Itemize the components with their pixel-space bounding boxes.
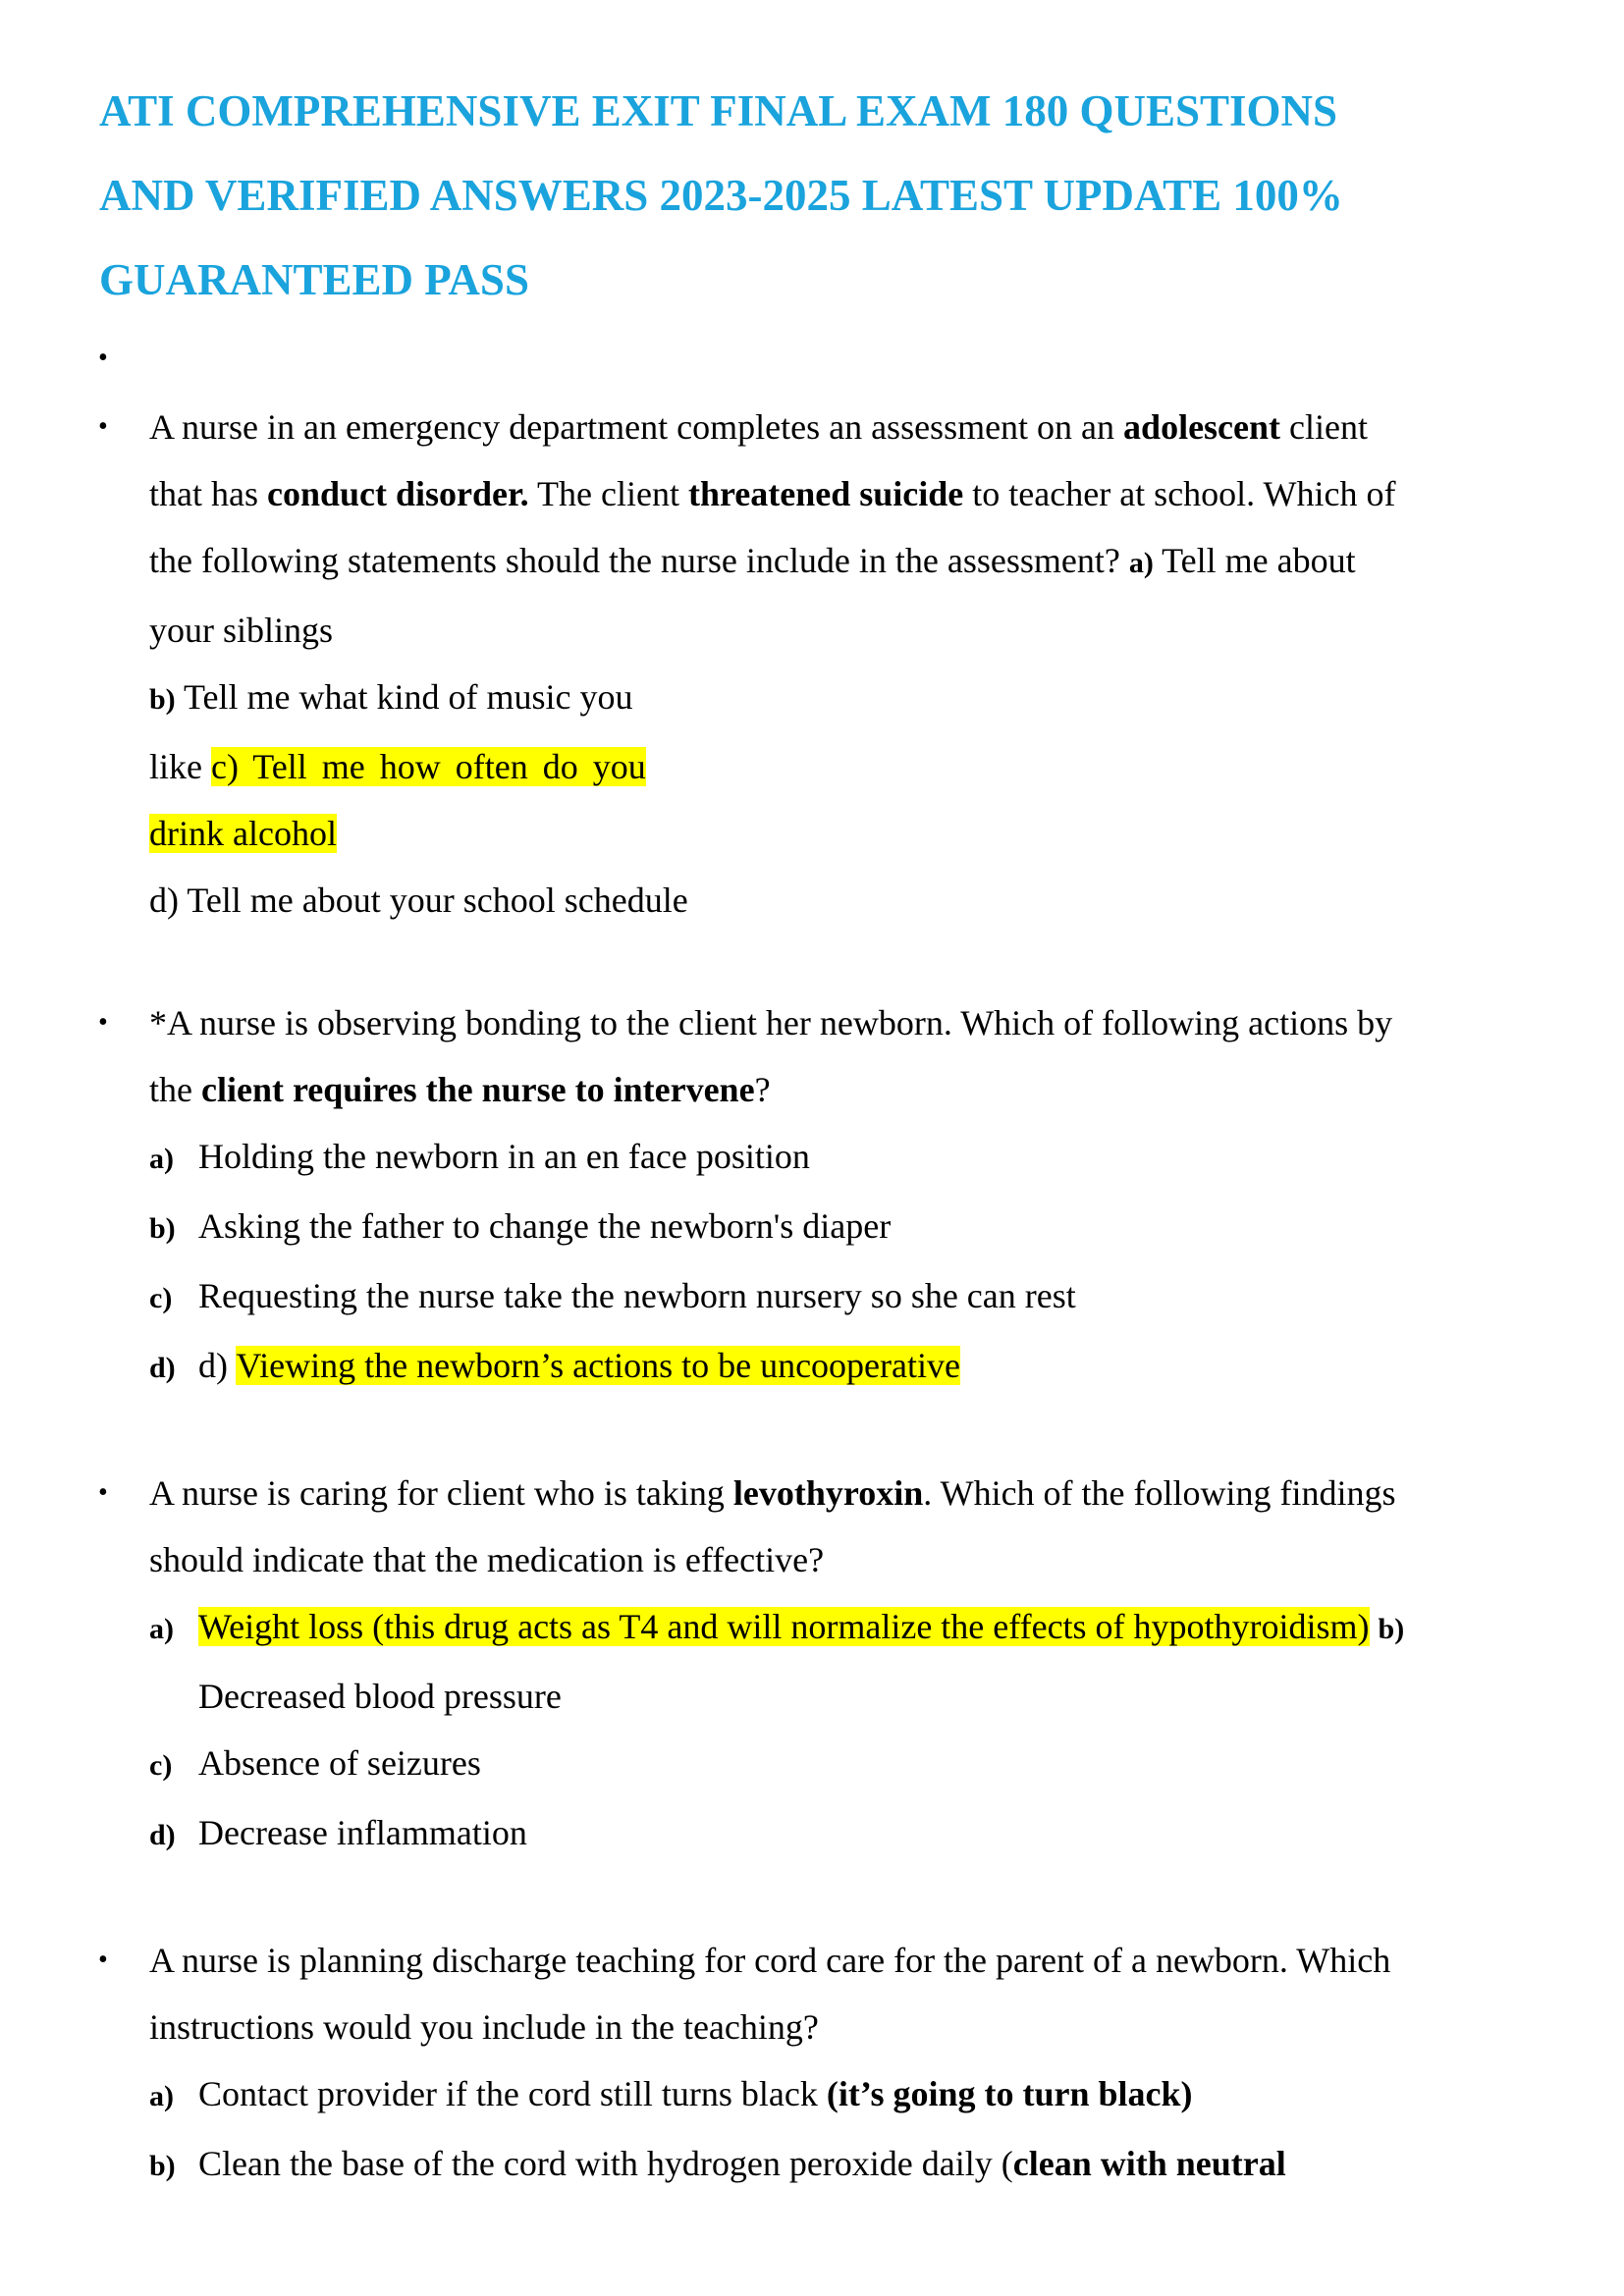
option-label: c) bbox=[149, 1282, 173, 1314]
emphasis: client requires the nurse to intervene bbox=[200, 1070, 755, 1109]
question-text: . Which of the following findings bbox=[923, 1473, 1396, 1513]
bullet-icon: • bbox=[98, 1945, 108, 1975]
title-line: GUARANTEED PASS bbox=[99, 255, 529, 304]
title-line: ATI COMPREHENSIVE EXIT FINAL EXAM 180 QUESTIONS bbox=[99, 86, 1338, 135]
option-a-cont: your siblings bbox=[149, 611, 334, 650]
document-title bbox=[99, 69, 1343, 322]
option-c-correct: c) Tell me how often do you bbox=[210, 747, 646, 786]
option-b: Decreased blood pressure bbox=[198, 1677, 562, 1716]
option-label: b) bbox=[149, 2150, 176, 2182]
question-text: to teacher at school. Which of bbox=[963, 474, 1396, 513]
option-c: Requesting the nurse take the newborn nursery so she can rest bbox=[198, 1276, 1076, 1315]
emphasis: levothyroxin bbox=[732, 1473, 924, 1513]
emphasis: conduct disorder. bbox=[266, 474, 529, 513]
option-label: a) bbox=[149, 1143, 174, 1175]
empty-list-item bbox=[98, 325, 158, 392]
question-text: client bbox=[1280, 407, 1368, 447]
question-text: the following statements should the nurse include in the assessment? bbox=[149, 541, 1129, 580]
option-label: a) bbox=[149, 1613, 174, 1645]
question-text: instructions would you include in the teaching? bbox=[149, 2007, 819, 2047]
option-a: Contact provider if the cord still turns black bbox=[198, 2074, 827, 2113]
bullet-icon: • bbox=[98, 1007, 108, 1038]
bullet-icon: • bbox=[98, 343, 108, 373]
option-d: d) Tell me about your school schedule bbox=[149, 881, 688, 920]
emphasis: adolescent bbox=[1123, 407, 1281, 447]
question-text: that has bbox=[149, 474, 267, 513]
bullet-icon: • bbox=[98, 411, 108, 442]
bullet-icon: • bbox=[98, 1477, 108, 1508]
option-b: Clean the base of the cord with hydrogen peroxide daily ( bbox=[198, 2144, 1013, 2183]
question-text: ? bbox=[754, 1070, 771, 1109]
option-c: Absence of seizures bbox=[198, 1743, 481, 1783]
option-a-correct: Weight loss (this drug acts as T4 and will normalize the effects of hypothyroidism) bbox=[198, 1607, 1370, 1646]
question-1 bbox=[98, 394, 1396, 934]
question-3 bbox=[98, 1460, 1405, 1869]
question-text: The client bbox=[528, 474, 688, 513]
option-note: clean with neutral bbox=[1012, 2144, 1286, 2183]
option-prefix: d) bbox=[198, 1346, 237, 1385]
question-text: A nurse is caring for client who is taking bbox=[149, 1473, 733, 1513]
question-text: should indicate that the medication is effective? bbox=[149, 1540, 825, 1579]
option-b-cont: like bbox=[149, 747, 211, 786]
option-d: Decrease inflammation bbox=[198, 1813, 527, 1852]
option-label: a) bbox=[149, 2080, 174, 2112]
option-label: b) bbox=[149, 683, 176, 716]
option-label: a) bbox=[1128, 547, 1154, 579]
option-label: d) bbox=[149, 1819, 176, 1851]
option-d-correct: Viewing the newborn’s actions to be uncooperative bbox=[236, 1346, 960, 1385]
emphasis: threatened suicide bbox=[687, 474, 964, 513]
option-label: d) bbox=[149, 1352, 176, 1384]
option-label: b) bbox=[149, 1212, 176, 1245]
question-2 bbox=[98, 989, 1393, 1402]
question-text: the bbox=[149, 1070, 201, 1109]
option-a: Holding the newborn in an en face position bbox=[198, 1137, 810, 1176]
option-label: b) bbox=[1378, 1613, 1405, 1645]
question-text: A nurse in an emergency department completes an assessment on an bbox=[149, 407, 1124, 447]
option-note: (it’s going to turn black) bbox=[826, 2074, 1193, 2113]
question-text: *A nurse is observing bonding to the client her newborn. Which of following actions by bbox=[149, 1003, 1393, 1042]
option-b: Asking the father to change the newborn's diaper bbox=[198, 1206, 892, 1246]
option-a: Tell me about bbox=[1153, 541, 1356, 580]
option-b: Tell me what kind of music you bbox=[175, 677, 633, 717]
question-text: A nurse is planning discharge teaching for cord care for the parent of a newborn. Which bbox=[149, 1941, 1391, 1980]
question-4 bbox=[98, 1927, 1391, 2200]
option-label: c) bbox=[149, 1749, 173, 1782]
title-line: AND VERIFIED ANSWERS 2023-2025 LATEST UPDATE 100% bbox=[99, 171, 1343, 220]
option-c-correct-cont: drink alcohol bbox=[149, 814, 337, 853]
